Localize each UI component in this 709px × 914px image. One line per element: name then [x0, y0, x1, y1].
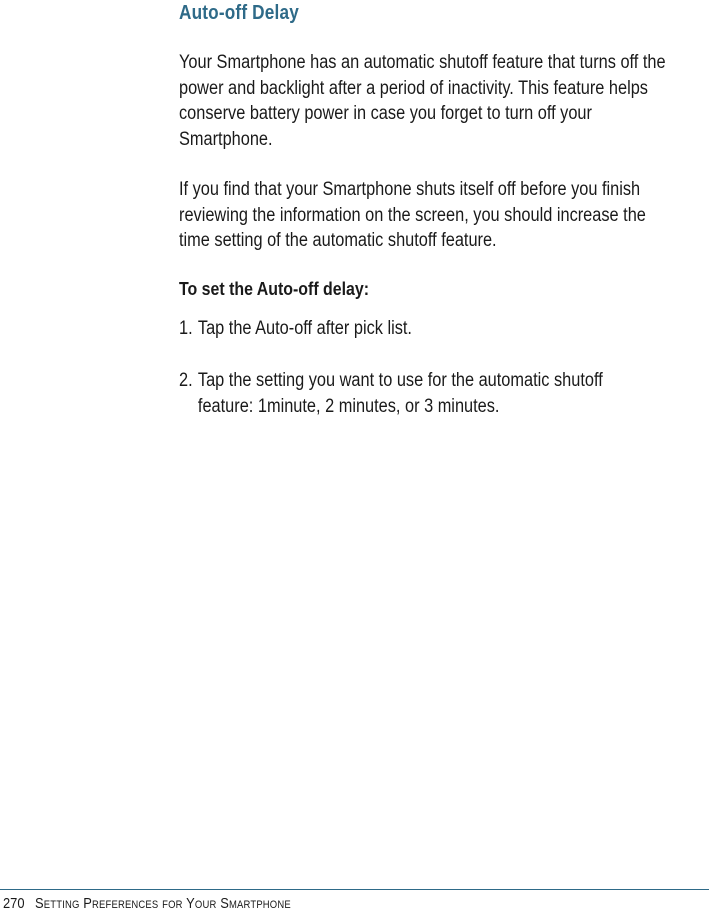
advice-paragraph: If you find that your Smartphone shuts itself off before you finish reviewing the information on the screen, you should increase the time setting of the automatic shutoff feature.: [179, 179, 646, 251]
footer-divider: [0, 889, 709, 890]
step-number: 1.: [179, 318, 193, 339]
section-title: Auto-off Delay: [179, 2, 299, 24]
step-item: [179, 368, 661, 419]
step-number: 2.: [179, 370, 193, 391]
procedure-heading: To set the Auto-off delay:: [179, 278, 370, 299]
step-text: Tap the setting you want to use for the automatic shutoff feature: 1minute, 2 minutes, or 3 minutes.: [197, 370, 603, 417]
page-footer: [3, 895, 291, 913]
step-item: [179, 316, 661, 342]
step-text: Tap the Auto-off after pick list.: [197, 318, 412, 339]
intro-paragraph: Your Smartphone has an automatic shutoff feature that turns off the power and backlight after a period of inactivity. This feature helps conserve battery power in case you forget to turn off your Smartphone.: [179, 52, 666, 150]
page-number: 270: [3, 895, 25, 912]
running-title: Setting Preferences for Your Smartphone: [34, 895, 291, 912]
